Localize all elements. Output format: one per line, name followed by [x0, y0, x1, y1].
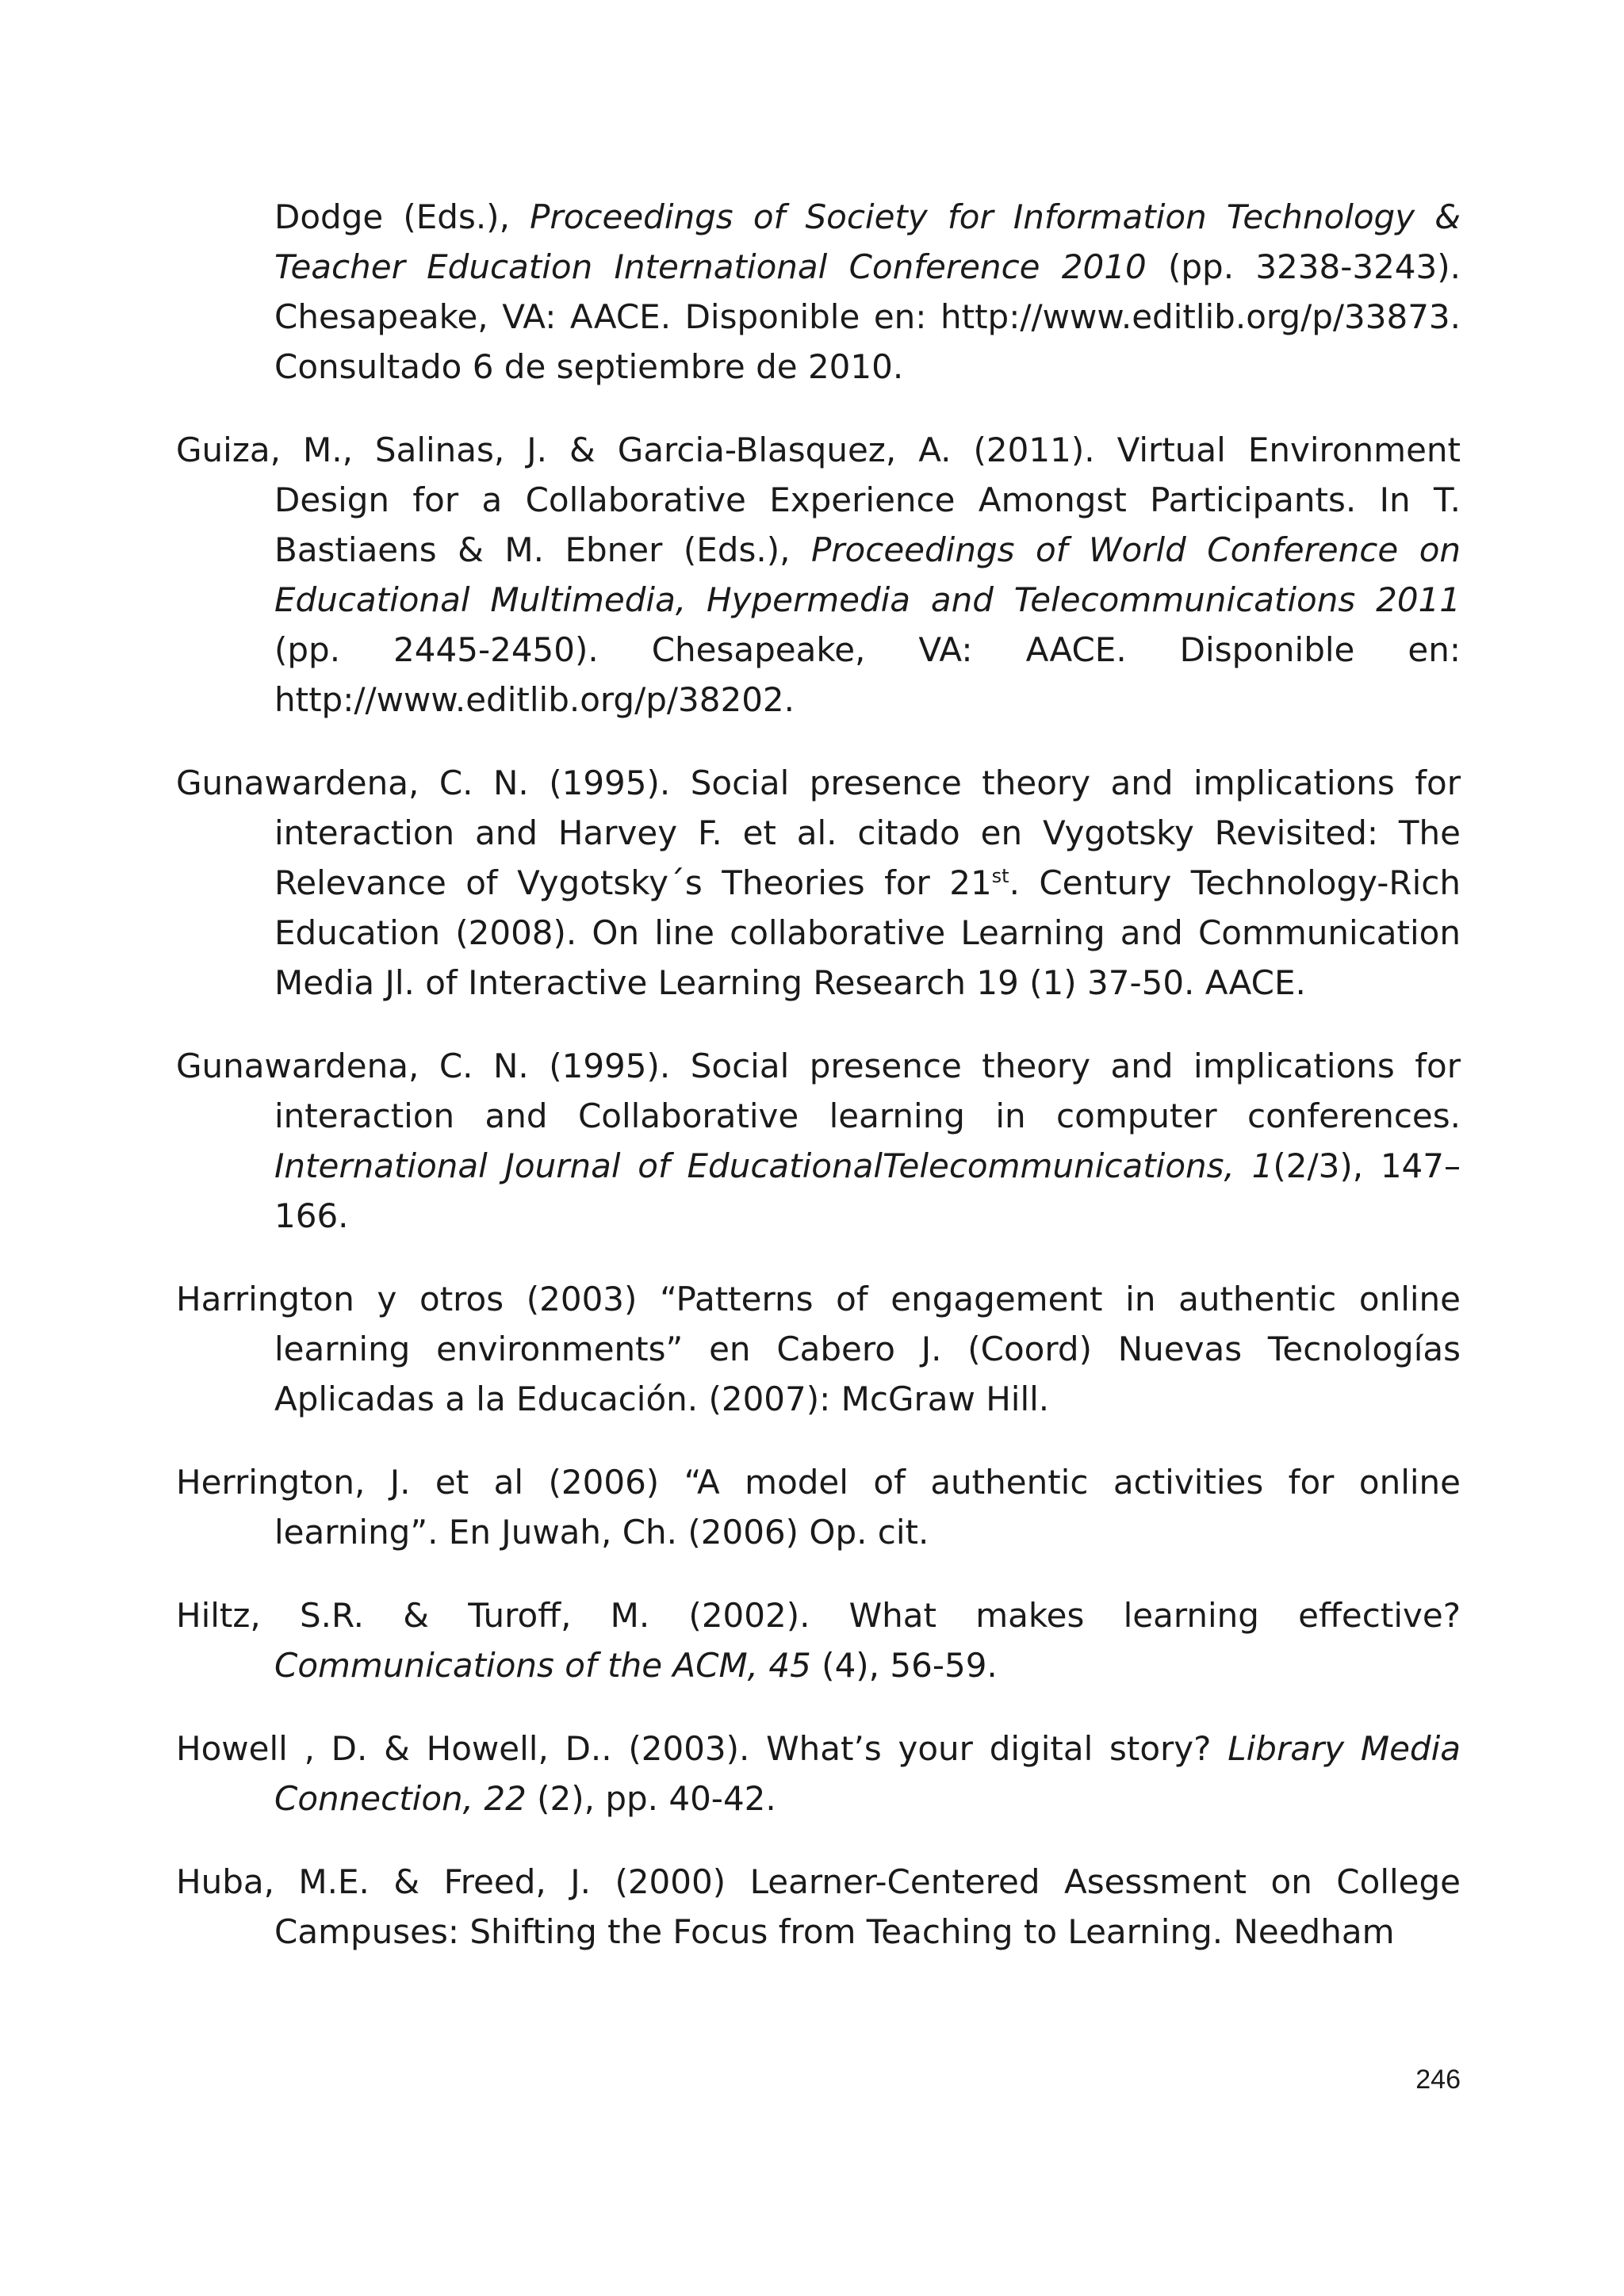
reference-text: . Century Technology-Rich Education (2008). On line collaborative Learning and Communication Media Jl. of Interactive Learning Research 19 (1) 37-50. AACE. [274, 863, 1461, 1002]
reference-entry [176, 1041, 1461, 1241]
reference-italic-text: International Journal of EducationalTelecommunications, 1 [274, 1146, 1274, 1185]
reference-entry [176, 1857, 1461, 1957]
reference-list [176, 192, 1461, 1990]
reference-text: Harrington y otros (2003) “Patterns of engagement in authentic online learning environments” en Cabero J. (Coord) Nuevas Tecnologías Aplicadas a la Educación. (2007): McGraw Hill. [176, 1280, 1461, 1418]
reference-entry [176, 1590, 1461, 1690]
reference-italic-text: Communications of the ACM, 45 [274, 1646, 811, 1685]
reference-italic-text: Proceedings of World Conference on Educational Multimedia, Hypermedia and Telecommunications 2011 [274, 530, 1461, 619]
reference-text: (pp. 3238-3243). Chesapeake, VA: AACE. Disponible en: http://www.editlib.org/p/33873. Consultado 6 de septiembre de 2010. [274, 247, 1461, 386]
reference-text: Howell , D. & Howell, D.. (2003). What’s your digital story? [176, 1729, 1228, 1768]
reference-text: Dodge (Eds.), [274, 197, 530, 236]
reference-text: (4), 56-59. [810, 1646, 998, 1685]
reference-text: Huba, M.E. & Freed, J. (2000) Learner-Centered Asessment on College Campuses: Shifting the Focus from Teaching to Learning. Needham [176, 1862, 1461, 1951]
reference-superscript: st [991, 865, 1009, 887]
reference-text: Herrington, J. et al (2006) “A model of authentic activities for online learning”. En Juwah, Ch. (2006) Op. cit. [176, 1463, 1461, 1552]
reference-entry [176, 758, 1461, 1008]
reference-text: Gunawardena, C. N. (1995). Social presence theory and implications for interaction and Collaborative learning in computer conferences. [176, 1047, 1461, 1135]
page-number: 246 [1415, 2064, 1461, 2095]
reference-text: (2), pp. 40-42. [526, 1779, 776, 1818]
reference-entry [176, 192, 1461, 392]
reference-entry [176, 425, 1461, 725]
reference-entry [176, 1274, 1461, 1424]
reference-italic-text: Library Media Connection, 22 [274, 1729, 1461, 1818]
reference-entry [176, 1724, 1461, 1823]
reference-text: Hiltz, S.R. & Turoff, M. (2002). What makes learning effective? [176, 1596, 1461, 1635]
reference-text: Gunawardena, C. N. (1995). Social presence theory and implications for interaction and Harvey F. et al. citado en Vygotsky Revisited: The Relevance of Vygotsky´s Theories for 21 [176, 763, 1461, 902]
reference-italic-text: Proceedings of Society for Information Technology & Teacher Education International Conference 2010 [274, 197, 1461, 286]
reference-text: (2/3), 147–166. [274, 1146, 1461, 1235]
reference-text: Guiza, M., Salinas, J. & Garcia-Blasquez, A. (2011). Virtual Environment Design for a Collaborative Experience Amongst Participants. In T. Bastiaens & M. Ebner (Eds.), [176, 430, 1461, 569]
reference-entry [176, 1457, 1461, 1557]
reference-text: (pp. 2445-2450). Chesapeake, VA: AACE. Disponible en: http://www.editlib.org/p/38202. [274, 630, 1461, 719]
